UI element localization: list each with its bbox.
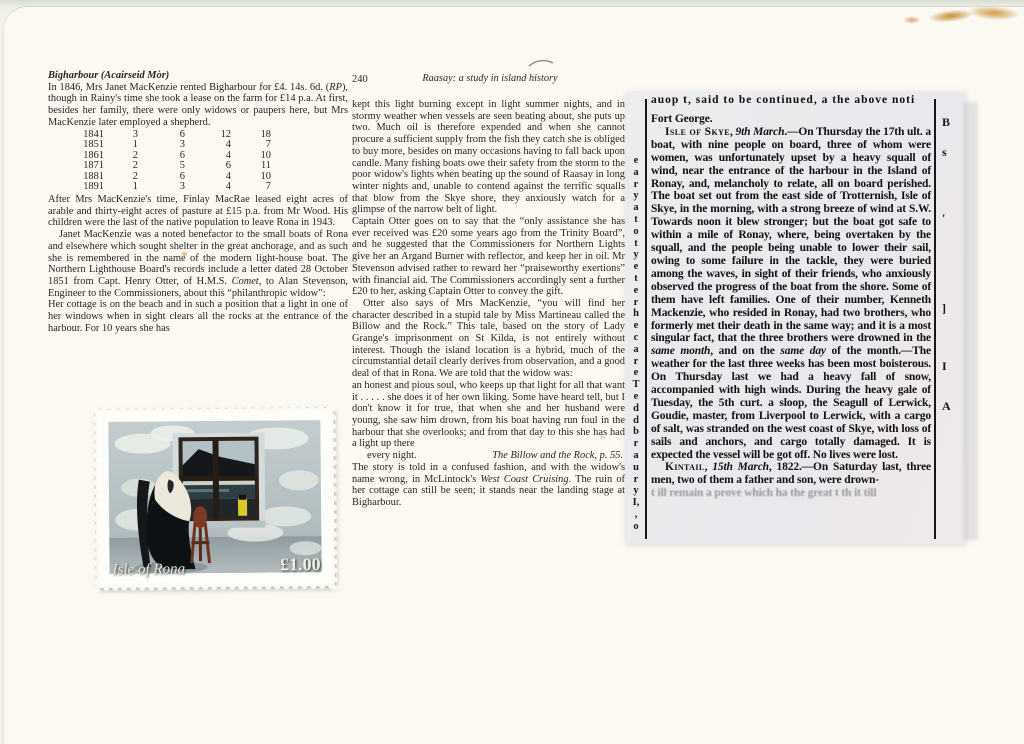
running-title: Raasay: a study in island history xyxy=(422,73,558,84)
clipping-right-margin-letter: ] xyxy=(942,301,946,315)
page-number: 240 xyxy=(352,74,368,85)
pencil-mark xyxy=(528,58,554,68)
block-quote: an honest and pious soul, who keeps up that light for all that want it . . . . . she does it of her own liking. Some have heard tell, but I don't know it for true, that when she and her husband were young, she saw him drown, from his boat having run foul in the harbour that she overlooks; and from that day to this she has had a light up there xyxy=(352,379,625,450)
newspaper-clipping xyxy=(626,93,966,545)
block-quote: kept this light burning except in light summer nights, and in stormy weather when vessels are seen beating about, she puts up two. Much oil is therefore expended and when she cannot procure a sufficient supply from the fish they catch she is obliged to buy more, besides on many occasions having to fall back upon candle. Many fishing boats owe their safety from the storm to the poor widow's lights when beating up the sound of Raasay in long winter nights and, unable to contend against the terrific squalls that blow from the Skye shore, they anxiously watch for a glimpse of the narrow belt of light. xyxy=(352,99,625,216)
column-rule-right xyxy=(934,99,936,539)
clipping-right-margin-letter: ' xyxy=(942,211,946,225)
block-quote: Her cottage is on the beach and in such a position that a light in one of her windows when in sight clears all the rocks at the entrance of the harbour. For 10 years she has xyxy=(48,299,348,334)
stamp-caption: Isle of Rona xyxy=(112,561,186,578)
clipping-right-margin-letter: I xyxy=(942,359,947,373)
paragraph: After Mrs MacKenzie's time, Finlay MacRae leased eight acres of arable and thirty-eight acres of pasture at £15 p.a. from Mr Wood. His children were the last of the native population to leave Rona in 1943. xyxy=(48,194,348,229)
clipping-left-margin-letters: e a r y a t o t y e t e r h e c a r e T e d d b r a u r y I, , o xyxy=(632,155,640,532)
paragraph: Captain Otter goes on to say that the “only assistance she has ever received was £20 some years ago from the Trinity Board”, and he suggested that the Commissioners for Northern Lights give her an Argand Burner with reflector, and keep her in oil. Mr Stevenson advised rather to reward her “praiseworthy exertions” with financial aid. The Commissioners accordingly sent a further £20 to her, asking Captain Otter to convey the gift. xyxy=(352,216,625,298)
left-text-column xyxy=(48,70,348,335)
census-table: 1841 3 6 12 18 1851 1 3 4 7 1861 2 6 4 10 1871 2 5 6 11 1881 2 6 4 10 1891 1 3 4 7 xyxy=(83,128,271,193)
paragraph: Otter also says of Mrs MacKenzie, “you will find her character described in a stupid tale by Miss Martineau called the Billow and the Rock.” This tale, based on the story of Lady Grange's imprisonment on St Kilda, is not entirely without interest. Though the island location is a hybrid, much of the circumstantial detail clearly derives from observation, and a good deal of that in Rona. We are told that the widow was: xyxy=(352,297,625,380)
stamp-perforation xyxy=(91,406,101,592)
paragraph: The story is told in a confused fashion, and with the widow's name wrong, in McLintock's West Coast Cruising. The ruin of her cottage can still be seen; it stands near the landing stage at Bigharbour. xyxy=(352,461,625,508)
middle-text-column xyxy=(352,99,625,509)
clipping-text-column xyxy=(651,94,931,500)
clipping-edge-smear xyxy=(963,102,978,540)
paragraph: Kintail, 15th March, 1822.—On Saturday last, three men, two of them a father and son, were drown- xyxy=(651,461,931,487)
clipping-right-margin-letter: s xyxy=(942,145,947,159)
stamp-perforation xyxy=(91,404,337,414)
quote-tail: every night. xyxy=(367,450,417,462)
clipping-right-margin-letter: B xyxy=(942,115,951,129)
stamp-denomination: £1.00 xyxy=(279,554,321,575)
paragraph: Fort George. xyxy=(651,113,713,125)
paragraph: Isle of Skye, 9th March.—On Thursday the 17th ult. a boat, with nine people on board, three of whom were women, was unfortunately upset by a heavy squall of wind, near the entrance of the harbour in the Island of Ronay, and, melancholy to relate, all on board perished. The boat set out from the east side of Trotternish, Isle of Skye, in the morning, with a strong breeze of wind at S.W. Towards noon it blew stronger; but the boat got safe to within a mile of Ronay, where, being overtaken by the squall, and the people being unable to lower their sail, owing to some failure in the tackle, they were buried among the waves, in sight of their friends, who anxiously observed the progress of the boat from the shore. Some of them have left families. One of their number, Kenneth Mackenzie, who resided in Ronay, had two brothers, who formerly met their death in the same way; and it is a most singular fact, that the three brothers were drowned in the same month, and on the same day of the month.—The weather for the last three weeks has been most boisterous. On Thursday last we had a heavy fall of snow, accompanied with high winds. During the heavy gale of Tuesday, the 5th curt. a sloop, the Seagull of Lerwick, Goudie, master, from Liverpool to Lerwick, with a cargo of salt, was stranded on the west coast of Skye, with loss of sails and anchors, and cargo totally damaged. It is expected the vessel will be got off. No lives were lost. xyxy=(651,125,931,461)
postage-stamp xyxy=(95,408,335,588)
quote-attribution-row xyxy=(367,450,623,462)
stamp-perforation xyxy=(329,404,339,590)
faded-cut-line: t ill remain a prove which ha the great t th it till xyxy=(651,487,877,500)
cut-off-line: auop t, said to be continued, a the above noti xyxy=(651,94,916,106)
column-rule-left xyxy=(645,99,647,539)
tape-stain xyxy=(903,16,921,24)
section-heading: Bigharbour (Acairseid Mòr) xyxy=(48,70,170,81)
paragraph: In 1846, Mrs Janet MacKenzie rented Bigharbour for £4. 14s. 6d. (RP), though in Rainy's time she took a lease on the farm for £14 p.a. At first, besides her family, there were only widows or paupers here, but Mrs MacKenzie later employed a shepherd. xyxy=(48,81,348,128)
stamp-artwork xyxy=(108,420,321,574)
source-attribution: The Billow and the Rock, p. 55. xyxy=(492,450,623,462)
clipping-right-margin-letter: A xyxy=(942,399,951,413)
paragraph: Janet MacKenzie was a noted benefactor to the small boats of Rona and elsewhere which sought shelter in the great anchorage, and as such she is remembered in the name of the modern light-house boat. The Northern Lighthouse Board's records include a letter dated 28 October 1851 from Capt. Henry Otter, of H.M.S. Comet, to Alan Stevenson, Engineer to the Commissioners, about this “philanthropic widow”: xyxy=(48,229,348,299)
